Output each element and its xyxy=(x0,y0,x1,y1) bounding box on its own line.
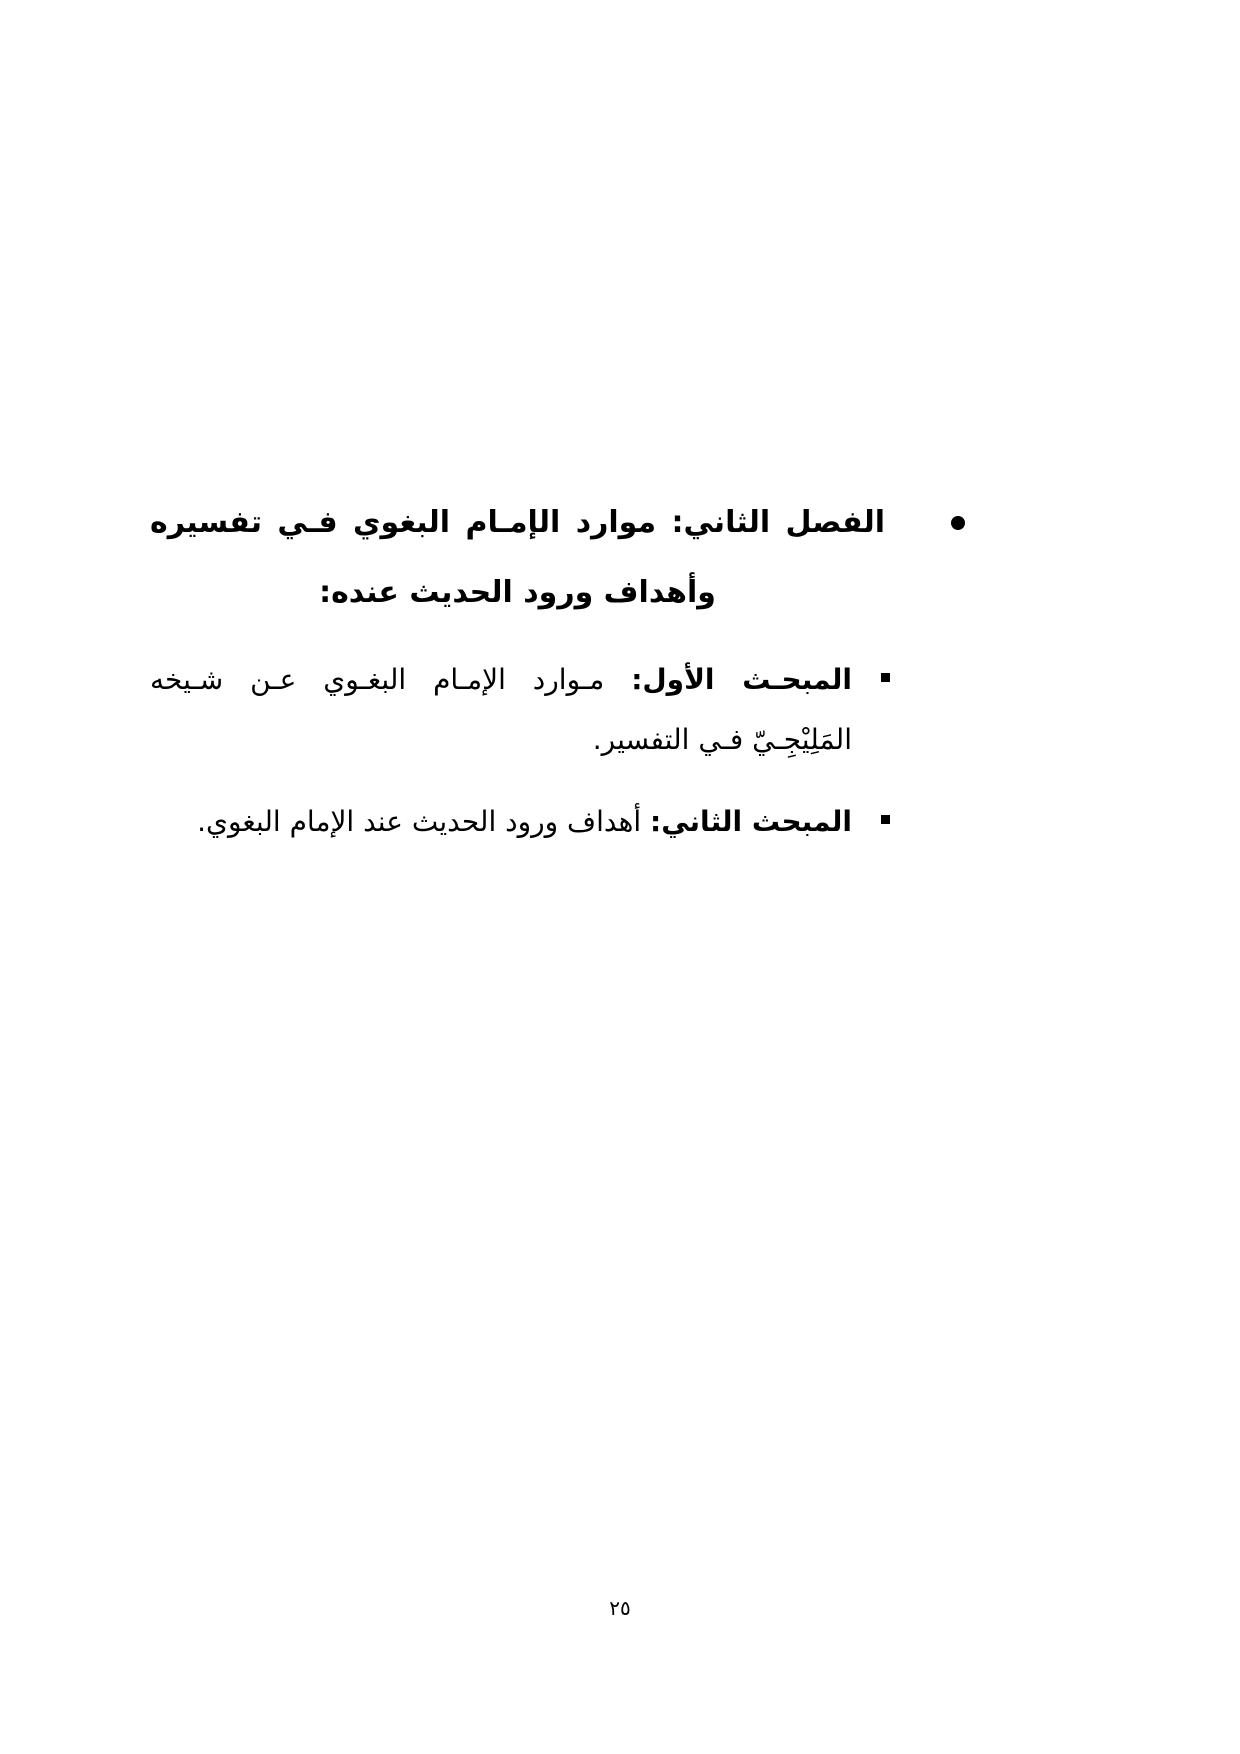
chapter-heading xyxy=(150,488,965,628)
list-item xyxy=(150,792,890,852)
section-label: المبحث الثاني: xyxy=(650,805,852,838)
round-bullet-icon xyxy=(951,516,965,530)
section-label: المبحـث الأول: xyxy=(631,663,853,696)
section-text: أهداف ورود الحديث عند الإمام البغوي. xyxy=(197,805,651,838)
page-number: ٢٥ xyxy=(609,1596,631,1620)
square-bullet-icon xyxy=(881,815,890,824)
chapter-title: الفصل الثاني: موارد الإمـام البغوي فـي تفسيره وأهداف ورود الحديث عنده: xyxy=(150,505,885,610)
section-list xyxy=(150,650,890,852)
square-bullet-icon xyxy=(881,673,890,682)
section-text: مـوارد الإمـام البغـوي عـن شـيخه المَلِيْجِـيّ فـي التفسير. xyxy=(150,663,852,756)
list-item xyxy=(150,650,890,770)
